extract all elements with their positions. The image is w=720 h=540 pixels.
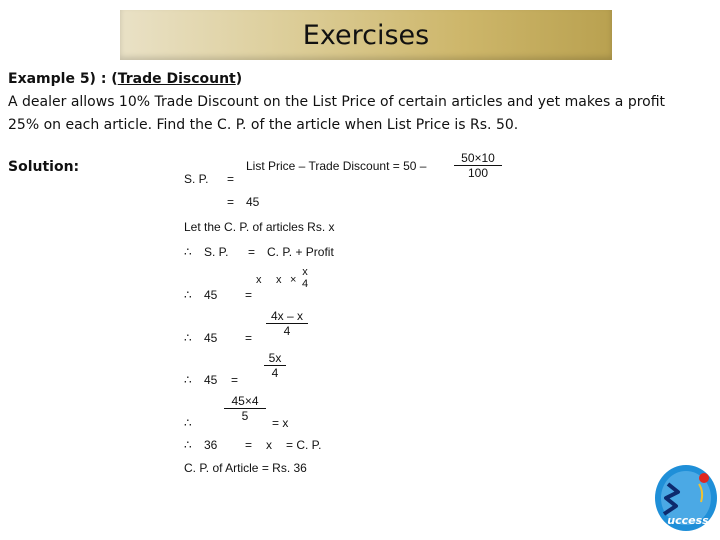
therefore-symbol: ∴	[184, 288, 192, 302]
logo-text: uccess	[667, 514, 709, 527]
fraction-numerator: 5x	[264, 351, 286, 366]
equals-cp: = C. P.	[286, 438, 322, 452]
sp-value: 45	[246, 195, 260, 209]
sp-label: S. P.	[184, 172, 209, 186]
equals-sign: =	[231, 373, 239, 387]
fraction-50x10-over-100	[454, 151, 502, 180]
fraction-x-over-4	[298, 266, 312, 290]
example-close: )	[235, 71, 243, 87]
variable-x: x	[266, 438, 272, 452]
fraction-denominator: 4	[283, 324, 291, 338]
list-price-expression: List Price – Trade Discount = 50 –	[246, 159, 427, 173]
sp-formula: S. P.	[204, 245, 229, 259]
fraction-numerator: 45×4	[224, 394, 266, 409]
equals-x: = x	[272, 416, 289, 430]
cp-plus-profit: C. P. + Profit	[267, 245, 334, 259]
therefore-symbol: ∴	[184, 331, 192, 345]
fraction-denominator: 4	[301, 278, 309, 290]
fraction-numerator: x	[302, 266, 308, 278]
equals-sign: =	[245, 331, 253, 345]
fraction-denominator: 4	[271, 366, 279, 380]
variable-x: x	[256, 274, 262, 286]
solution-label: Solution:	[8, 159, 80, 175]
value-45: 45	[204, 288, 218, 302]
fraction-denominator: 5	[241, 409, 249, 423]
therefore-symbol: ∴	[184, 438, 192, 452]
let-statement: Let the C. P. of articles Rs. x	[184, 220, 335, 234]
fraction-4x-minus-x-over-4	[266, 309, 308, 338]
example-topic: Trade Discount	[117, 71, 236, 87]
value-36: 36	[204, 438, 218, 452]
equals-sign: =	[227, 172, 235, 186]
value-45: 45	[204, 331, 218, 345]
equals-sign: =	[245, 438, 253, 452]
example-heading	[8, 68, 242, 91]
question-line-1: A dealer allows 10% Trade Discount on the List Price of certain articles and yet makes a profit	[8, 94, 666, 110]
therefore-symbol: ∴	[184, 416, 192, 430]
equals-sign: =	[245, 288, 253, 302]
fraction-numerator: 4x – x	[266, 309, 308, 324]
final-answer: C. P. of Article = Rs. 36	[184, 461, 307, 475]
example-label: Example 5) : (	[8, 71, 118, 87]
therefore-symbol: ∴	[184, 373, 192, 387]
slide-title: Exercises	[302, 20, 430, 51]
value-45: 45	[204, 373, 218, 387]
equals-sign: =	[227, 195, 235, 209]
fraction-5x-over-4	[264, 351, 286, 380]
fraction-numerator: 50×10	[454, 151, 502, 166]
title-banner	[120, 10, 612, 60]
fraction-45x4-over-5	[224, 394, 266, 423]
question-line-2: 25% on each article. Find the C. P. of the article when List Price is Rs. 50.	[8, 117, 519, 133]
times-sign: ×	[290, 274, 297, 286]
success-logo-icon	[652, 462, 718, 534]
variable-x: x	[276, 274, 282, 286]
therefore-symbol: ∴	[184, 245, 192, 259]
fraction-denominator: 100	[467, 166, 489, 180]
equals-sign: =	[248, 245, 256, 259]
